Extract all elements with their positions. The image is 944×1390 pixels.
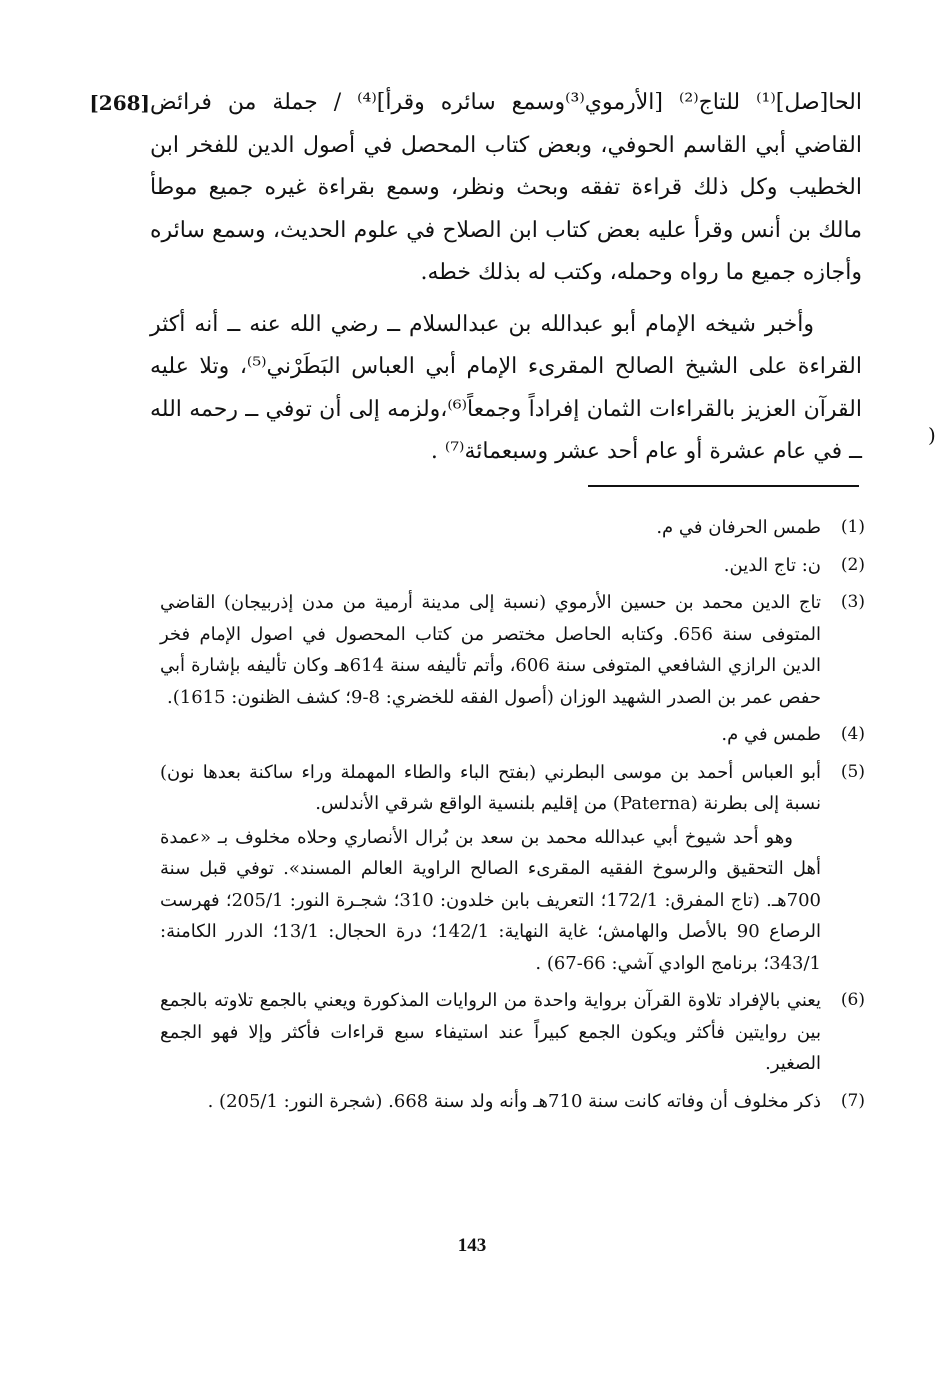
- footnote-number: (7): [840, 1090, 865, 1111]
- footnote-item: [160, 587, 865, 713]
- footnote-text: [160, 550, 821, 582]
- footnote-number: (5): [840, 761, 865, 782]
- footnote-text: [160, 1086, 821, 1118]
- footnote-text: [160, 985, 821, 1080]
- manuscript-folio-marker: [268]: [89, 91, 150, 115]
- main-text-block: [89, 82, 862, 474]
- footnote-text: [160, 719, 821, 751]
- footnote-item: [160, 985, 865, 1080]
- margin-mark: ): [928, 423, 936, 447]
- footnote-text: [160, 757, 821, 980]
- footnote-item: [160, 512, 865, 544]
- footnote-paragraph: تاج الدين محمد بن حسين الأرموي (نسبة إلى مدينة أرمية من مدن إذربيجان) القاضي المتوفى سنة 656. وكتابه الحاصل مختصر من كتاب المحصول في اصول الإمام فخر الدين الرازي الشافعي المتوفى سنة 606، وأتم تأليفه سنة 614هـ وكان تأليفه بإشارة أبي حفص عمر بن الصدر الشهيد الوزان (أصول الفقه للخضري: 8-9؛ كشف الظنون: 1615).: [160, 592, 821, 708]
- footnote-paragraph: ن: تاج الدين.: [723, 554, 821, 576]
- footnote-number: (1): [840, 517, 865, 537]
- footnote-paragraph: يعني بالإفراد تلاوة القرآن برواية واحدة من الروايات المذكورة ويعني بالجمع تلاوته بالجمع بين روايتين فأكثر ويكون الجمع كبيراً عند استيفاء سبع قراءات فأكثر وإلا فهو الجمع الصغير.: [160, 990, 821, 1074]
- footnote-number: (2): [840, 554, 865, 575]
- footnote-paragraph: أبو العباس أحمد بن موسى البطرني (بفتح الباء والطاء المهملة وراء ساكنة بعدها نون) نسبة إلى بطرنة (Paterna) من إقليم بلنسية الواقع شرقي الأندلس.: [160, 761, 821, 814]
- main-paragraph: الحا[صل]⁽¹⁾ للتاج⁽²⁾ [الأرموي⁽³⁾وسمع سائره وقرأ]⁽⁴⁾ / جملة من فرائض القاضي أبي القاسم الحوفي، وبعض كتاب المحصل في أصول الدين للفخر ابن الخطيب وكل ذلك قراءة تفقه وبحث ونظر، وسمع بقراءة غيره جميع موطأ مالك بن أنس وقرأ عليه بعض كتاب ابن الصلاح في علوم الحديث، وسمع سائره وأجازه جميع ما رواه وحمله، وكتب له بذلك خطه.: [150, 90, 862, 285]
- footnote-paragraph: ذكر مخلوف أن وفاته كانت سنة 710هـ وأنه ولد سنة 668. (شجرة النور: 205/1) .: [207, 1090, 821, 1112]
- footnote-text: [160, 587, 821, 713]
- footnote-item: [160, 757, 865, 980]
- footnote-text: [160, 512, 821, 544]
- footnote-paragraph: طمس الحرفان في م.: [656, 517, 821, 538]
- footnote-paragraph: طمس في م.: [721, 724, 821, 745]
- main-paragraph: وأخبر شيخه الإمام أبو عبدالله بن عبدالسلام ــ رضي الله عنه ــ أنه أكثر القراءة على الشيخ الصالح المقرىء الإمام أبي العباس البَطَرْني⁽⁵⁾، وتلا عليه القرآن العزيز بالقراءات الثمان إفراداً وجمعاً⁽⁶⁾،ولزمه إلى أن توفي ــ رحمه الله ــ في عام عشرة أو عام أحد عشر وسبعمائة⁽⁷⁾ .: [150, 311, 862, 464]
- footnote-item: [160, 1086, 865, 1118]
- page-number: 143: [457, 1235, 487, 1256]
- footnote-number: (4): [840, 724, 865, 744]
- footnote-paragraph: وهو أحد شيوخ أبي عبدالله محمد بن سعد بن بُرال الأنصاري وحلاه مخلوف بـ «عمدة أهل التحقيق والرسوخ الفقيه المقرىء الصالح الراوية العالم المسند». توفي قبل سنة 700هـ. (تاج المفرق: 172/1؛ التعريف بابن خلدون: 310؛ شجـرة النور: 205/1؛ فهرست الرصاع 90 بالأصل والهامش؛ غاية النهاية: 142/1؛ درة الحجال: 13/1؛ الدرر الكامنة: 343/1؛ برنامج الوادي آشي: 66-67) .: [160, 826, 822, 974]
- footnote-item: [160, 550, 865, 582]
- footnote-item: [160, 719, 865, 751]
- footnote-number: (3): [840, 592, 865, 612]
- footnotes-list: [160, 512, 865, 1123]
- footnote-separator: [588, 485, 859, 487]
- footnote-number: (6): [840, 990, 865, 1010]
